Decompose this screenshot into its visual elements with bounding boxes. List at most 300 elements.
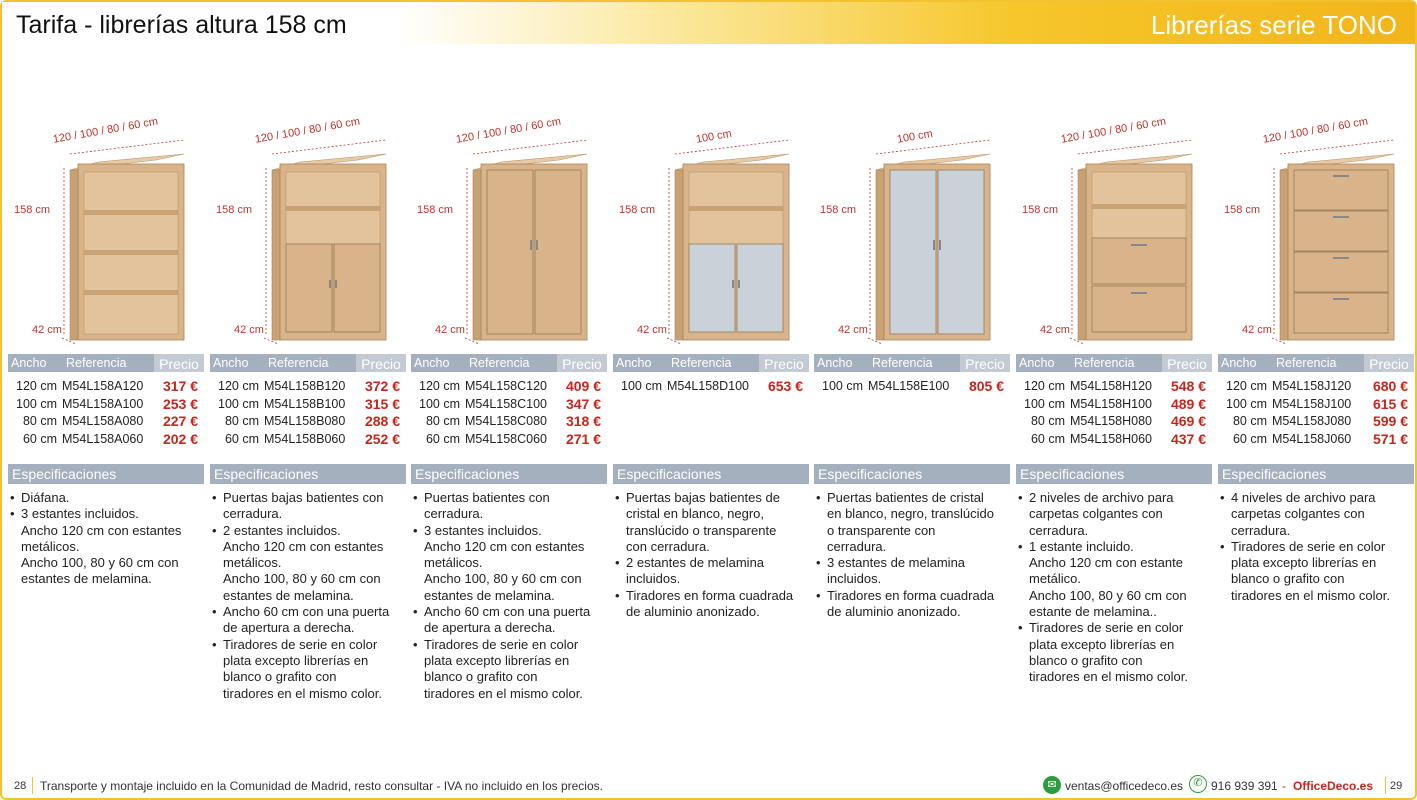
width-dimension-label: 120 / 100 / 80 / 60 cm bbox=[455, 115, 562, 146]
header-ancho: Ancho bbox=[11, 356, 47, 370]
spec-item: plata excepto librerías en bbox=[1029, 636, 1175, 652]
email-link[interactable]: ventas@officedeco.es bbox=[1065, 779, 1184, 793]
cell-referencia: M54L158B080 bbox=[264, 414, 346, 428]
cabinet-side bbox=[1078, 170, 1086, 340]
spec-item: • Puertas bajas batientes con bbox=[210, 490, 406, 506]
price-table-header bbox=[210, 354, 406, 372]
spec-item: carpetas colgantes con bbox=[1029, 506, 1163, 522]
height-dimension-label: 158 cm bbox=[14, 204, 51, 216]
shelf-1 bbox=[689, 206, 783, 211]
spec-item: metálico. bbox=[1029, 571, 1082, 587]
table-row bbox=[1016, 431, 1212, 449]
table-row bbox=[210, 431, 406, 449]
table-row bbox=[210, 413, 406, 431]
spec-item: en blanco, negro, translúcido bbox=[827, 506, 994, 522]
header-precio: Precio bbox=[154, 354, 204, 372]
spec-item: Ancho 120 cm con estante bbox=[1029, 555, 1183, 571]
cell-ancho: 80 cm bbox=[224, 414, 259, 428]
width-guide bbox=[473, 140, 587, 154]
specs-list bbox=[1218, 490, 1414, 604]
header-ancho: Ancho bbox=[1019, 356, 1055, 370]
spec-item: estantes de melamina. bbox=[424, 587, 555, 603]
width-guide bbox=[70, 140, 184, 154]
price-table bbox=[210, 378, 406, 448]
header-precio: Precio bbox=[557, 354, 607, 372]
spec-item: con cerradura. bbox=[626, 538, 710, 554]
door-left bbox=[487, 170, 533, 334]
specs-header: Especificaciones bbox=[1016, 464, 1212, 484]
cell-referencia: M54L158C100 bbox=[465, 396, 548, 411]
cell-referencia: M54L158H060 bbox=[1070, 431, 1153, 446]
table-row bbox=[210, 396, 406, 414]
mail-icon: ✉ bbox=[1043, 776, 1061, 794]
spec-item: cristal en blanco, negro, bbox=[626, 506, 765, 522]
door-left bbox=[286, 244, 332, 332]
shelf-1 bbox=[286, 206, 380, 211]
header-ancho: Ancho bbox=[213, 356, 249, 370]
specs-list bbox=[210, 490, 406, 702]
spec-item: plata excepto librerías en bbox=[424, 652, 570, 668]
cell-referencia: M54L158E100 bbox=[868, 379, 950, 393]
cell-referencia: M54L158H080 bbox=[1070, 414, 1153, 428]
spec-item: estantes de melamina. bbox=[223, 587, 354, 603]
cell-ancho: 120 cm bbox=[1226, 379, 1267, 393]
spec-item: Ancho 100, 80 y 60 cm con bbox=[223, 571, 381, 587]
table-row bbox=[8, 378, 204, 396]
cell-precio: 202 € bbox=[162, 430, 198, 447]
cabinet-illustration bbox=[613, 110, 809, 346]
spec-item: • Puertas batientes de cristal bbox=[814, 490, 1010, 506]
table-row bbox=[1016, 413, 1212, 431]
width-dimension-label: 120 / 100 / 80 / 60 cm bbox=[1262, 115, 1369, 146]
price-table bbox=[1218, 378, 1414, 448]
spec-item: • 2 estantes incluidos. bbox=[210, 523, 406, 539]
cell-referencia: M54L158C120 bbox=[465, 379, 548, 393]
height-dimension-label: 158 cm bbox=[216, 204, 253, 216]
cell-precio: 409 € bbox=[565, 378, 601, 394]
width-guide bbox=[1280, 140, 1394, 154]
spec-item: de apertura a derecha. bbox=[223, 620, 355, 636]
spec-item: de apertura a derecha. bbox=[424, 620, 556, 636]
height-dimension-label: 158 cm bbox=[1224, 204, 1261, 216]
spec-item: tiradores en el mismo color. bbox=[1231, 587, 1390, 603]
price-table bbox=[814, 378, 1010, 396]
price-table-header bbox=[1016, 354, 1212, 372]
cell-precio: 347 € bbox=[565, 395, 601, 412]
cell-ancho: 100 cm bbox=[16, 396, 57, 411]
cell-ancho: 120 cm bbox=[218, 379, 259, 393]
drawer-handle-1 bbox=[1131, 244, 1147, 246]
cell-ancho: 60 cm bbox=[1232, 431, 1267, 446]
door-left bbox=[689, 244, 735, 332]
handle-left bbox=[933, 240, 935, 250]
spec-item: metálicos. bbox=[21, 538, 80, 554]
cell-ancho: 60 cm bbox=[1030, 431, 1065, 446]
spec-item: carpetas colgantes con bbox=[1231, 506, 1365, 522]
spec-item: tiradores en el mismo color. bbox=[223, 685, 382, 701]
cabinet-drawing bbox=[8, 110, 204, 346]
page-number-right: 29 bbox=[1390, 780, 1403, 792]
cell-precio: 253 € bbox=[162, 395, 198, 412]
cabinet-side bbox=[1280, 170, 1288, 340]
spec-item: Ancho 120 cm con estantes bbox=[424, 538, 585, 554]
cell-precio: 317 € bbox=[162, 378, 198, 394]
depth-dimension-label: 42 cm bbox=[234, 324, 264, 336]
height-dimension-label: 158 cm bbox=[619, 204, 656, 216]
header-ancho: Ancho bbox=[1221, 356, 1257, 370]
cell-referencia: M54L158J060 bbox=[1272, 431, 1352, 446]
cell-ancho: 80 cm bbox=[22, 414, 57, 428]
cell-precio: 599 € bbox=[1372, 413, 1408, 429]
header-referencia: Referencia bbox=[268, 356, 329, 370]
cabinet-illustration bbox=[411, 110, 607, 346]
depth-dimension-label: 42 cm bbox=[1040, 324, 1070, 336]
cabinet-drawing bbox=[1218, 110, 1414, 346]
specs-list bbox=[8, 490, 204, 588]
header-referencia: Referencia bbox=[671, 356, 732, 370]
cabinet-illustration bbox=[814, 110, 1010, 346]
table-row bbox=[411, 413, 607, 431]
header-precio: Precio bbox=[759, 354, 809, 372]
width-dimension-label: 120 / 100 / 80 / 60 cm bbox=[1060, 115, 1167, 146]
cell-ancho: 100 cm bbox=[218, 396, 259, 411]
cell-ancho: 60 cm bbox=[224, 431, 259, 446]
product-column bbox=[1218, 110, 1414, 710]
spec-item: • Tiradores de serie en color bbox=[411, 637, 607, 653]
cell-referencia: M54L158C080 bbox=[465, 414, 548, 428]
header-precio: Precio bbox=[1364, 354, 1414, 372]
spec-item: • Tiradores de serie en color bbox=[1218, 539, 1414, 555]
cabinet-drawing bbox=[1016, 110, 1212, 346]
header-referencia: Referencia bbox=[1074, 356, 1135, 370]
cell-ancho: 80 cm bbox=[425, 414, 460, 428]
price-table bbox=[411, 378, 607, 448]
footer-dash: - bbox=[1282, 779, 1286, 793]
spec-item: Ancho 100, 80 y 60 cm con bbox=[21, 555, 179, 571]
drawer-handle-2 bbox=[1131, 292, 1147, 294]
table-row bbox=[411, 396, 607, 414]
spec-item: de aluminio anonizado. bbox=[827, 604, 961, 620]
handle-right bbox=[335, 280, 337, 288]
specs-list bbox=[814, 490, 1010, 620]
product-column bbox=[210, 110, 406, 710]
specs-list bbox=[613, 490, 809, 620]
cell-referencia: M54L158J100 bbox=[1272, 396, 1352, 411]
spec-item: • Ancho 60 cm con una puerta bbox=[210, 604, 406, 620]
cell-ancho: 100 cm bbox=[621, 379, 662, 393]
spec-item: • 2 estantes de melamina bbox=[613, 555, 809, 571]
cell-precio: 653 € bbox=[767, 378, 803, 394]
cell-ancho: 80 cm bbox=[1232, 414, 1267, 428]
cell-precio: 372 € bbox=[364, 378, 400, 394]
phone-icon: ✆ bbox=[1189, 775, 1207, 793]
table-row bbox=[210, 378, 406, 396]
cell-ancho: 80 cm bbox=[1030, 414, 1065, 428]
table-row bbox=[1218, 413, 1414, 431]
cell-referencia: M54L158A120 bbox=[62, 379, 144, 393]
spec-item: Ancho 100, 80 y 60 cm con bbox=[424, 571, 582, 587]
width-guide bbox=[272, 140, 386, 154]
spec-item: metálicos. bbox=[223, 555, 282, 571]
header-ancho: Ancho bbox=[414, 356, 450, 370]
price-table-header bbox=[8, 354, 204, 372]
cabinet-side bbox=[876, 170, 884, 340]
cabinet-side bbox=[473, 170, 481, 340]
cell-referencia: M54L158B060 bbox=[264, 431, 346, 446]
shelf-2 bbox=[84, 250, 178, 255]
spec-item: • 3 estantes incluidos. bbox=[411, 523, 607, 539]
depth-dimension-label: 42 cm bbox=[32, 324, 62, 336]
spec-item: • 2 niveles de archivo para bbox=[1016, 490, 1212, 506]
brand-name: OfficeDeco.es bbox=[1293, 779, 1374, 793]
cabinet-side bbox=[70, 170, 78, 340]
price-table bbox=[1016, 378, 1212, 448]
width-dimension-label: 120 / 100 / 80 / 60 cm bbox=[254, 115, 361, 146]
drawer-handle-3 bbox=[1333, 257, 1349, 259]
height-dimension-label: 158 cm bbox=[417, 204, 454, 216]
cell-precio: 469 € bbox=[1170, 413, 1206, 429]
cell-precio: 437 € bbox=[1170, 430, 1206, 447]
spec-item: Ancho 100, 80 y 60 cm con bbox=[1029, 587, 1187, 603]
spec-item: de aluminio anonizado. bbox=[626, 604, 760, 620]
footer-divider bbox=[32, 777, 33, 794]
depth-dimension-label: 42 cm bbox=[637, 324, 667, 336]
spec-item: translúcido o transparente bbox=[626, 522, 777, 538]
spec-item: • Ancho 60 cm con una puerta bbox=[411, 604, 607, 620]
spec-item: cerradura. bbox=[424, 506, 484, 522]
table-row bbox=[411, 431, 607, 449]
spec-item: • 3 estantes de melamina bbox=[814, 555, 1010, 571]
header-ancho: Ancho bbox=[616, 356, 652, 370]
spec-item: estantes de melamina. bbox=[21, 571, 152, 587]
header-referencia: Referencia bbox=[469, 356, 530, 370]
specs-list bbox=[1016, 490, 1212, 686]
header-referencia: Referencia bbox=[66, 356, 127, 370]
cell-precio: 680 € bbox=[1372, 378, 1408, 394]
spec-item: estante de melamina.. bbox=[1029, 604, 1157, 620]
cell-precio: 271 € bbox=[565, 430, 601, 447]
cell-ancho: 120 cm bbox=[419, 379, 460, 393]
spec-item: plata excepto librerías en bbox=[223, 652, 369, 668]
door-right bbox=[535, 170, 581, 334]
price-table-header bbox=[613, 354, 809, 372]
product-column bbox=[1016, 110, 1212, 710]
spec-item: incluidos. bbox=[626, 571, 681, 587]
price-table bbox=[613, 378, 809, 396]
spec-item: • Diáfana. bbox=[8, 490, 204, 506]
drawer-handle-1 bbox=[1333, 175, 1349, 177]
series-title: Librerías serie TONO bbox=[1150, 10, 1397, 40]
spec-item: • Puertas batientes con bbox=[411, 490, 607, 506]
spec-item: incluidos. bbox=[827, 571, 882, 587]
cell-referencia: M54L158A080 bbox=[62, 414, 144, 428]
price-table-header bbox=[411, 354, 607, 372]
spec-item: blanco o grafito con bbox=[223, 669, 337, 685]
cell-referencia: M54L158A100 bbox=[62, 396, 144, 411]
table-row bbox=[613, 378, 809, 396]
spec-item: cerradura. bbox=[827, 538, 887, 554]
spec-item: • Tiradores en forma cuadrada bbox=[814, 588, 1010, 604]
width-guide bbox=[876, 140, 990, 154]
shelf-3 bbox=[84, 290, 178, 295]
cabinet-side bbox=[675, 170, 683, 340]
cell-ancho: 120 cm bbox=[1024, 379, 1065, 393]
cell-precio: 288 € bbox=[364, 413, 400, 429]
cell-precio: 571 € bbox=[1372, 430, 1408, 447]
cell-ancho: 100 cm bbox=[1024, 396, 1065, 411]
specs-header: Especificaciones bbox=[210, 464, 406, 484]
table-row bbox=[411, 378, 607, 396]
spec-item: • Puertas bajas batientes de bbox=[613, 490, 809, 506]
shelf-1 bbox=[1092, 204, 1186, 209]
cabinet-drawing bbox=[814, 110, 1010, 346]
table-row bbox=[8, 431, 204, 449]
height-dimension-label: 158 cm bbox=[820, 204, 857, 216]
cabinet-illustration bbox=[210, 110, 406, 346]
header-precio: Precio bbox=[960, 354, 1010, 372]
cell-referencia: M54L158H120 bbox=[1070, 379, 1153, 393]
header-precio: Precio bbox=[356, 354, 406, 372]
specs-header: Especificaciones bbox=[411, 464, 607, 484]
page-number-left: 28 bbox=[14, 780, 27, 792]
handle-left bbox=[530, 240, 532, 250]
handle-right bbox=[536, 240, 538, 250]
specs-header: Especificaciones bbox=[814, 464, 1010, 484]
price-table-header bbox=[814, 354, 1010, 372]
door-right bbox=[737, 244, 783, 332]
depth-dimension-label: 42 cm bbox=[435, 324, 465, 336]
cell-referencia: M54L158A060 bbox=[62, 431, 144, 446]
cabinet-drawing bbox=[210, 110, 406, 346]
table-row bbox=[1218, 378, 1414, 396]
cell-referencia: M54L158J080 bbox=[1272, 414, 1352, 428]
table-row bbox=[814, 378, 1010, 396]
width-dimension-label: 120 / 100 / 80 / 60 cm bbox=[52, 115, 159, 146]
cell-ancho: 100 cm bbox=[419, 396, 460, 411]
spec-item: blanco o grafito con bbox=[424, 669, 538, 685]
spec-item: • Tiradores de serie en color bbox=[1016, 620, 1212, 636]
product-column bbox=[613, 110, 809, 710]
cell-ancho: 60 cm bbox=[22, 431, 57, 446]
cell-precio: 489 € bbox=[1170, 395, 1206, 412]
cell-ancho: 120 cm bbox=[16, 379, 57, 393]
specs-header: Especificaciones bbox=[613, 464, 809, 484]
table-row bbox=[1016, 378, 1212, 396]
footer-note: Transporte y montaje incluido en la Comunidad de Madrid, resto consultar - IVA no incluido en los precios. bbox=[40, 779, 603, 793]
spec-item: cerradura. bbox=[223, 506, 283, 522]
handle-left bbox=[732, 280, 734, 288]
width-guide bbox=[1078, 140, 1192, 154]
table-row bbox=[1016, 396, 1212, 414]
price-table-header bbox=[1218, 354, 1414, 372]
cell-precio: 227 € bbox=[162, 413, 198, 429]
cabinet-illustration bbox=[1016, 110, 1212, 346]
cell-precio: 805 € bbox=[968, 378, 1004, 394]
cabinet-drawing bbox=[613, 110, 809, 346]
handle-right bbox=[738, 280, 740, 288]
door-right bbox=[334, 244, 380, 332]
cabinet-drawing bbox=[411, 110, 607, 346]
header-referencia: Referencia bbox=[1276, 356, 1337, 370]
specs-header: Especificaciones bbox=[1218, 464, 1414, 484]
specs-header: Especificaciones bbox=[8, 464, 204, 484]
spec-item: tiradores en el mismo color. bbox=[1029, 669, 1188, 685]
spec-item: Ancho 120 cm con estantes bbox=[223, 538, 384, 554]
cell-referencia: M54L158B100 bbox=[264, 396, 346, 411]
drawer-handle-4 bbox=[1333, 298, 1349, 300]
cell-ancho: 100 cm bbox=[822, 379, 863, 393]
cell-referencia: M54L158J120 bbox=[1272, 379, 1352, 393]
cell-referencia: M54L158C060 bbox=[465, 431, 548, 446]
spec-item: • 1 estante incluido. bbox=[1016, 539, 1212, 555]
door-left bbox=[890, 170, 936, 334]
cell-referencia: M54L158B120 bbox=[264, 379, 346, 393]
depth-dimension-label: 42 cm bbox=[1242, 324, 1272, 336]
header-precio: Precio bbox=[1162, 354, 1212, 372]
spec-item: • 3 estantes incluidos. bbox=[8, 506, 204, 522]
handle-left bbox=[329, 280, 331, 288]
cell-precio: 252 € bbox=[364, 430, 400, 447]
cell-ancho: 100 cm bbox=[1226, 396, 1267, 411]
header-ancho: Ancho bbox=[817, 356, 853, 370]
cell-referencia: M54L158D100 bbox=[667, 379, 750, 393]
table-row bbox=[8, 396, 204, 414]
price-table bbox=[8, 378, 204, 448]
cabinet-side bbox=[272, 170, 280, 340]
product-column bbox=[814, 110, 1010, 710]
cell-referencia: M54L158H100 bbox=[1070, 396, 1153, 411]
product-column bbox=[8, 110, 204, 710]
header-band bbox=[2, 2, 1415, 44]
handle-right bbox=[939, 240, 941, 250]
spec-item: Ancho 120 cm con estantes bbox=[21, 522, 182, 538]
width-dimension-label: 100 cm bbox=[896, 127, 934, 146]
cell-precio: 548 € bbox=[1170, 378, 1206, 394]
spec-item: tiradores en el mismo color. bbox=[424, 685, 583, 701]
spec-item: • Tiradores de serie en color bbox=[210, 637, 406, 653]
table-row bbox=[1218, 396, 1414, 414]
height-dimension-label: 158 cm bbox=[1022, 204, 1059, 216]
footer-divider-right bbox=[1385, 777, 1386, 794]
door-right bbox=[938, 170, 984, 334]
cell-precio: 615 € bbox=[1372, 395, 1408, 412]
cell-ancho: 60 cm bbox=[425, 431, 460, 446]
footer bbox=[0, 772, 1417, 800]
table-row bbox=[8, 413, 204, 431]
spec-item: blanco o grafito con bbox=[1231, 571, 1345, 587]
cabinet-illustration bbox=[8, 110, 204, 346]
spec-item: cerradura. bbox=[1231, 522, 1291, 538]
cabinet-illustration bbox=[1218, 110, 1414, 346]
product-column bbox=[411, 110, 607, 710]
spec-item: • Tiradores en forma cuadrada bbox=[613, 588, 809, 604]
spec-item: metálicos. bbox=[424, 555, 483, 571]
phone-number: 916 939 391 bbox=[1211, 779, 1278, 793]
width-dimension-label: 100 cm bbox=[695, 127, 733, 146]
spec-item: blanco o grafito con bbox=[1029, 652, 1143, 668]
cell-precio: 318 € bbox=[565, 413, 601, 429]
shelf-1 bbox=[84, 210, 178, 215]
spec-item: o transparente con bbox=[827, 522, 936, 538]
specs-list bbox=[411, 490, 607, 702]
header-referencia: Referencia bbox=[872, 356, 933, 370]
cell-precio: 315 € bbox=[364, 395, 400, 412]
table-row bbox=[1218, 431, 1414, 449]
spec-item: plata excepto librerías en bbox=[1231, 555, 1377, 571]
drawer-handle-2 bbox=[1333, 216, 1349, 218]
spec-item: • 4 niveles de archivo para bbox=[1218, 490, 1414, 506]
page-title: Tarifa - librerías altura 158 cm bbox=[16, 11, 347, 39]
